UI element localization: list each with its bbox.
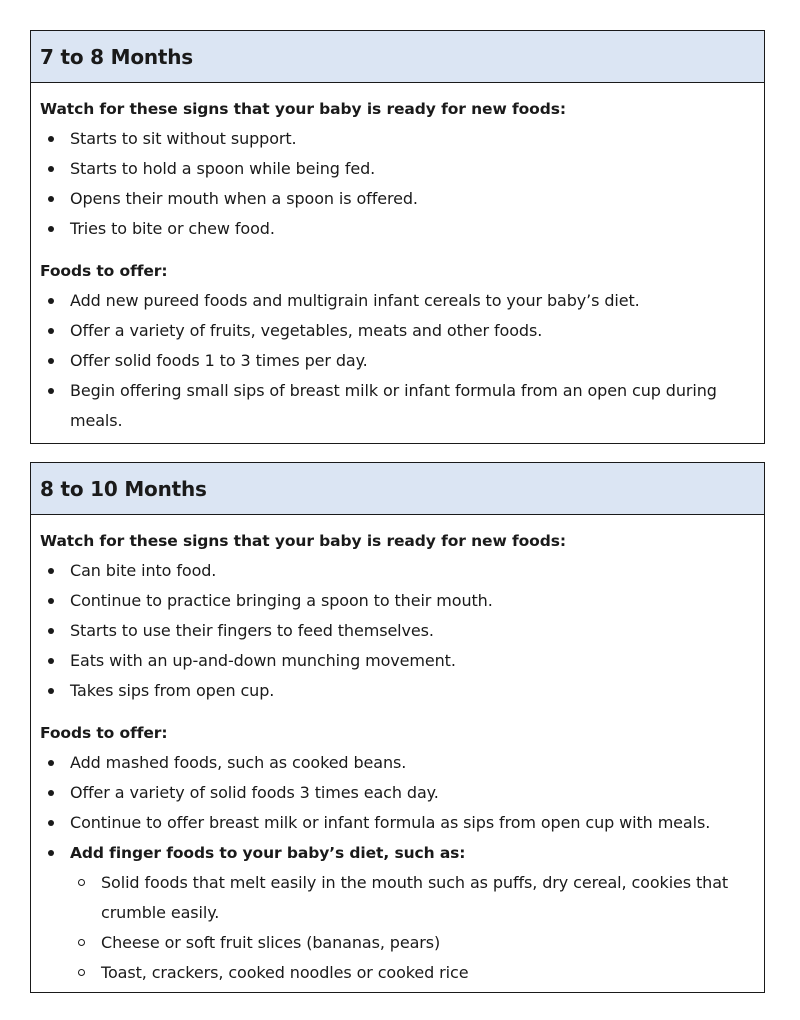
list-item: Add mashed foods, such as cooked beans. [40, 748, 764, 778]
section-header [31, 31, 764, 83]
list-item: Add new pureed foods and multigrain infant cereals to your baby’s diet. [40, 286, 764, 316]
section-header [31, 463, 764, 515]
section-7-to-8-months [30, 30, 765, 444]
section-content [31, 515, 764, 988]
foods-heading: Foods to offer: [40, 262, 168, 280]
list-item: Continue to offer breast milk or infant formula as sips from open cup with meals. [40, 808, 764, 838]
list-item: Starts to sit without support. [40, 124, 764, 154]
sublist-item: Cheese or soft fruit slices (bananas, pears) [70, 928, 764, 958]
section-title: 7 to 8 Months [40, 44, 194, 69]
list-item: Can bite into food. [40, 556, 764, 586]
signs-heading: Watch for these signs that your baby is ready for new foods: [40, 100, 566, 118]
list-item: Offer a variety of fruits, vegetables, meats and other foods. [40, 316, 764, 346]
finger-foods-sublist [70, 868, 764, 988]
sublist-item: Toast, crackers, cooked noodles or cooked rice [70, 958, 764, 988]
list-item: Starts to hold a spoon while being fed. [40, 154, 764, 184]
finger-foods-heading: Add finger foods to your baby’s diet, such as: [70, 844, 466, 862]
sublist-item: Solid foods that melt easily in the mouth such as puffs, dry cereal, cookies that crumble easily. [70, 868, 764, 928]
list-item: Offer solid foods 1 to 3 times per day. [40, 346, 764, 376]
section-8-to-10-months [30, 462, 765, 993]
list-item: Takes sips from open cup. [40, 676, 764, 706]
list-item: Offer a variety of solid foods 3 times each day. [40, 778, 764, 808]
foods-heading: Foods to offer: [40, 724, 168, 742]
foods-list [40, 286, 764, 436]
signs-list [40, 556, 764, 706]
finger-foods-item [40, 838, 764, 868]
list-item: Begin offering small sips of breast milk or infant formula from an open cup during meals. [40, 376, 764, 436]
list-item: Eats with an up-and-down munching movement. [40, 646, 764, 676]
section-content [31, 83, 764, 436]
section-title: 8 to 10 Months [40, 476, 207, 501]
list-item: Starts to use their fingers to feed themselves. [40, 616, 764, 646]
signs-heading: Watch for these signs that your baby is ready for new foods: [40, 532, 566, 550]
signs-list [40, 124, 764, 244]
list-item: Tries to bite or chew food. [40, 214, 764, 244]
list-item: Continue to practice bringing a spoon to their mouth. [40, 586, 764, 616]
list-item: Opens their mouth when a spoon is offered. [40, 184, 764, 214]
foods-list [40, 748, 764, 868]
